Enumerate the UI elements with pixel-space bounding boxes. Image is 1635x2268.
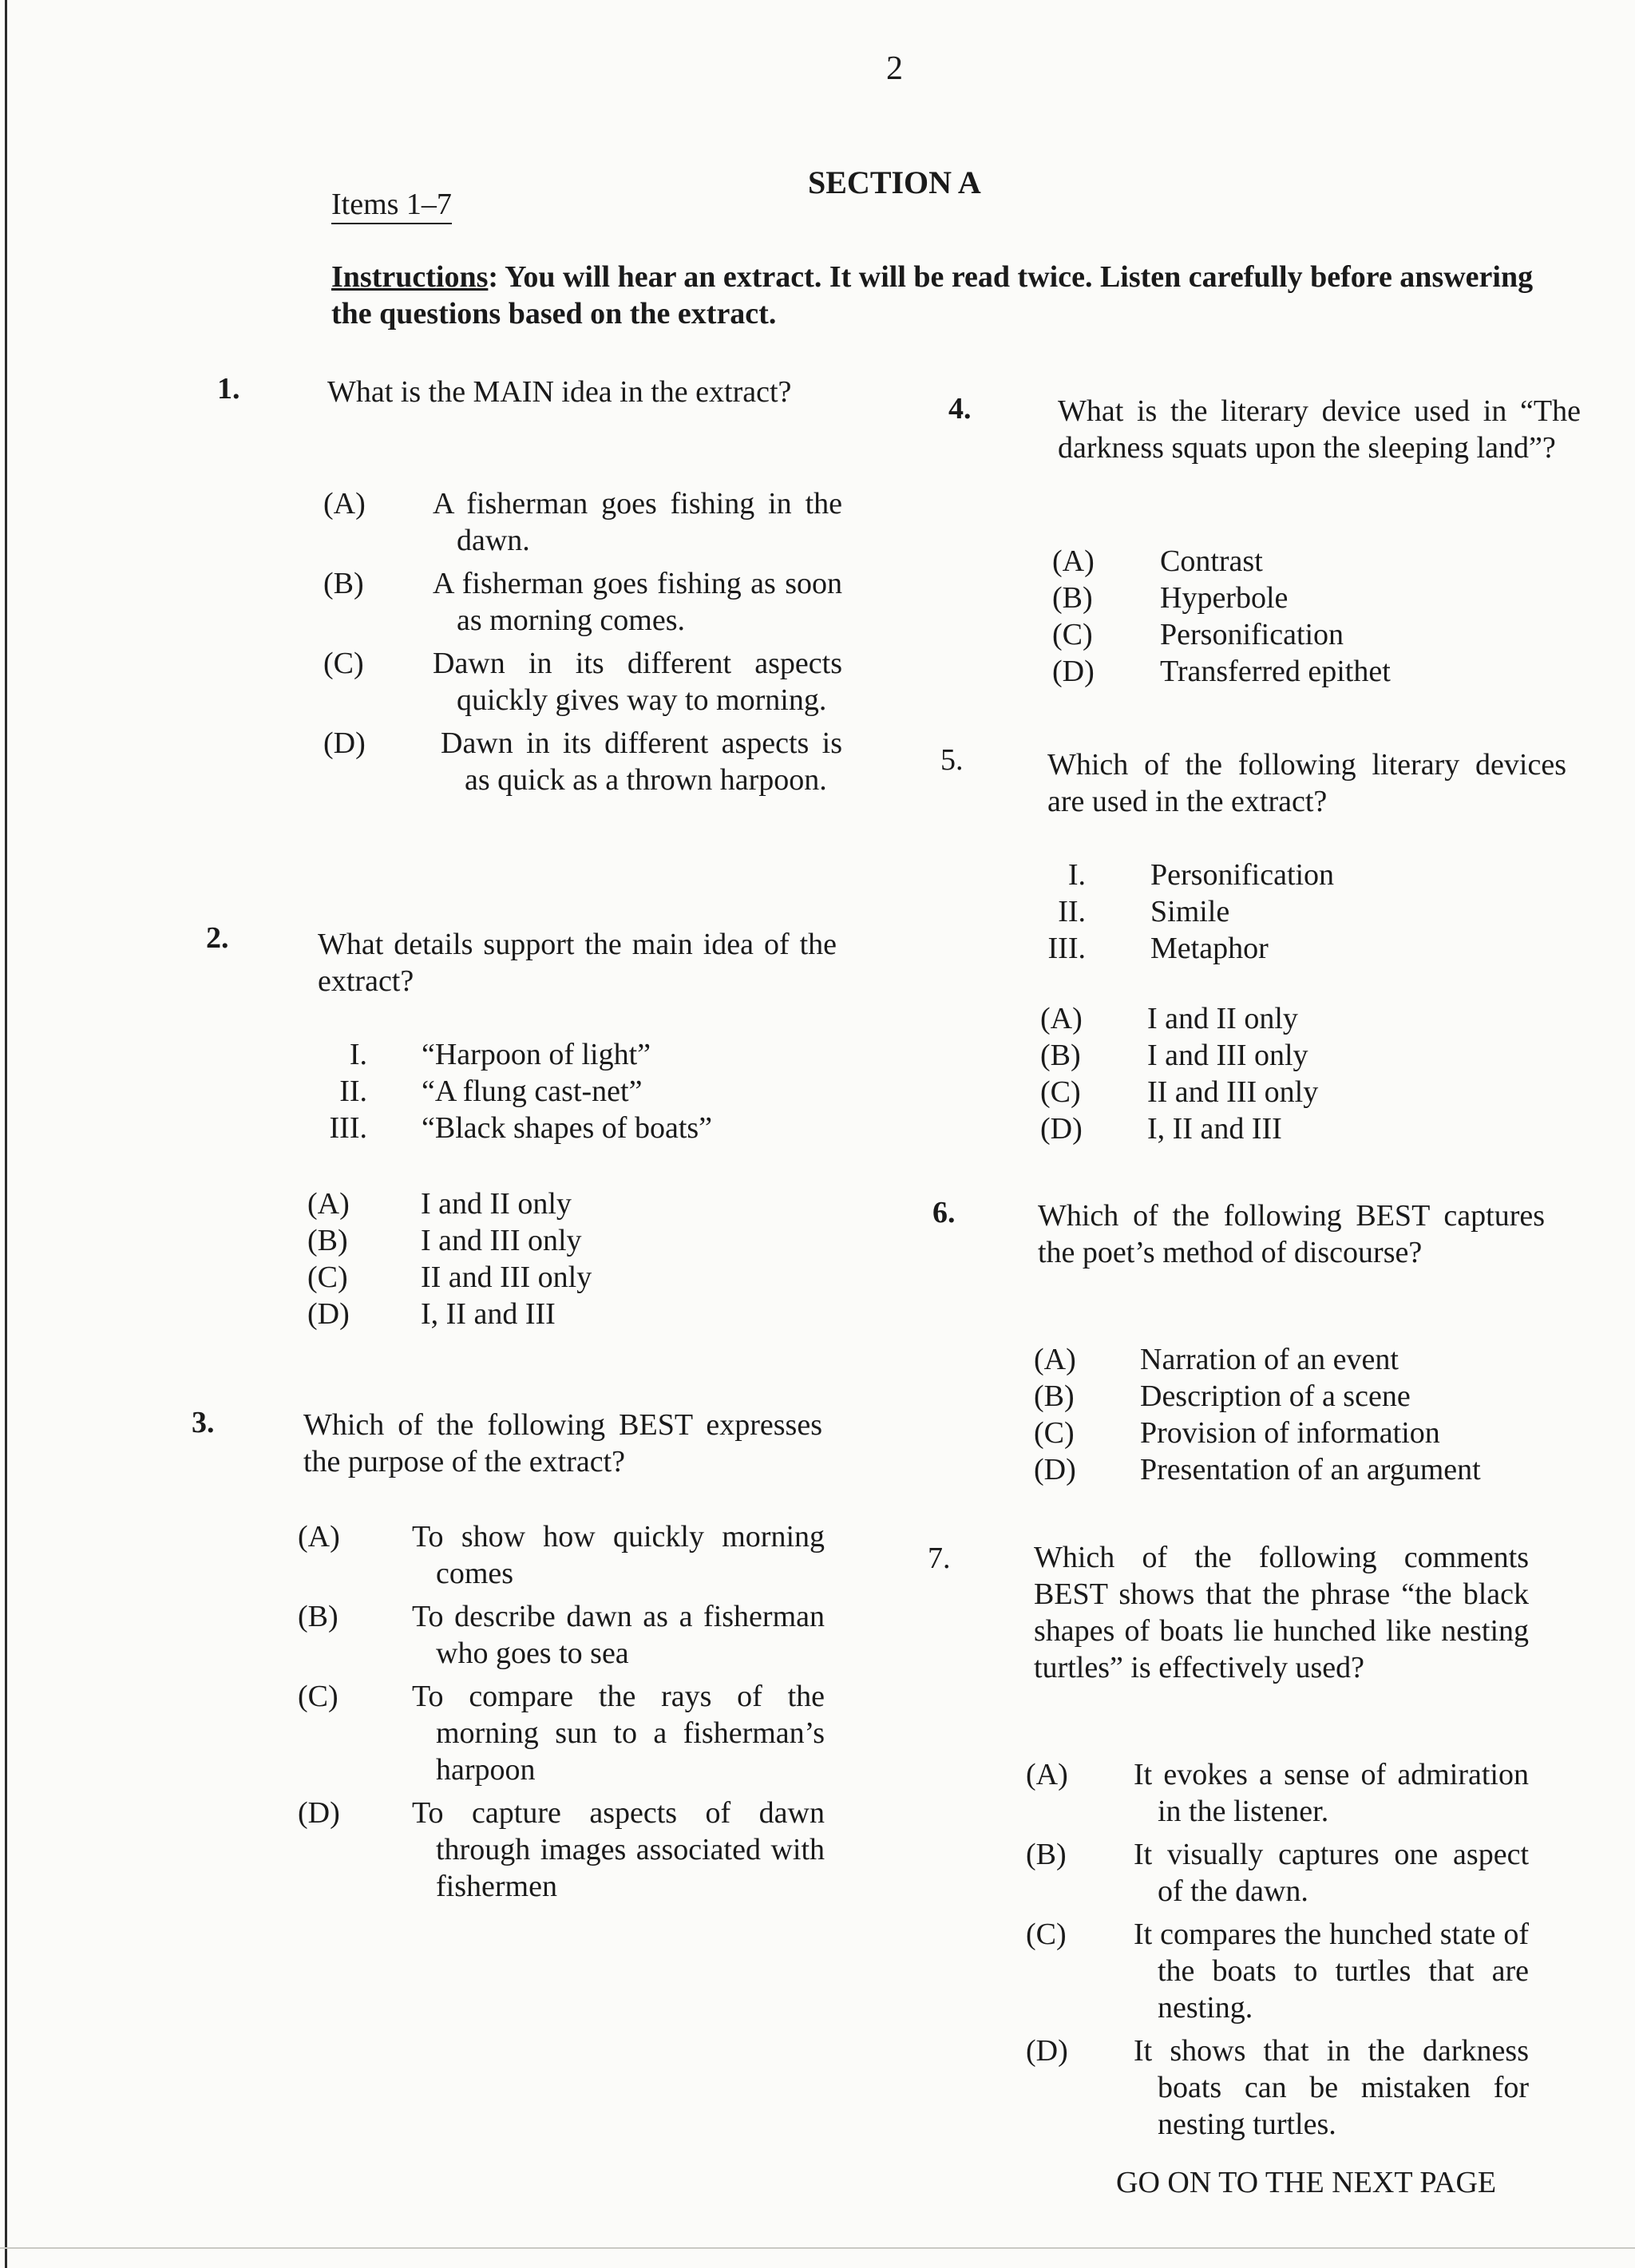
option-text: It compares the hunched state of the boats to turtles that are nesting. [1134,1918,1529,2025]
option-label: (D) [323,726,366,760]
question-stem: What details support the main idea of the extract? [318,928,837,998]
answer-options [1026,1756,1529,2143]
question-number: 1. [217,372,240,406]
question-stem: Which of the following BEST expresses the purpose of the extract? [303,1408,822,1478]
option-label: (B) [307,1224,348,1257]
instructions [331,259,1561,332]
option-text: To describe dawn as a fisherman who goes to sea [412,1600,825,1670]
option-text: It evokes a sense of admiration in the listener. [1134,1758,1529,1828]
question-number: 7. [928,1542,951,1575]
option-text: It shows that in the darkness boats can be mistaken for nesting turtles. [1134,2034,1529,2141]
answer-option[interactable] [1034,1415,1561,1451]
page-number: 2 [886,50,903,87]
page-edge-shadow [5,0,7,2268]
option-text: To compare the rays of the morning sun to a fisherman’s harpoon [412,1680,825,1787]
statement-item [1038,893,1549,930]
answer-option[interactable] [323,725,842,798]
answer-option[interactable] [1034,1378,1561,1415]
question-stem: Which of the following BEST captures the poet’s method of discourse? [1038,1199,1545,1269]
statement-label: III. [329,1111,367,1145]
option-text: Transferred epithet [1160,655,1391,688]
page-bottom-edge [0,2247,1635,2249]
option-label: (B) [323,567,364,600]
option-label: (C) [298,1680,338,1713]
answer-option[interactable] [307,1259,818,1296]
answer-option[interactable] [1026,1756,1529,1830]
question-stem: What is the MAIN idea in the extract? [327,375,792,409]
option-text: A fisherman goes fishing in the dawn. [433,487,842,557]
option-label: (A) [1052,544,1095,578]
answer-option[interactable] [323,485,842,559]
answer-option[interactable] [307,1296,818,1332]
option-text: II and III only [421,1261,592,1294]
answer-options [1052,543,1579,690]
option-text: I and II only [421,1187,572,1221]
option-label: (B) [1052,581,1093,615]
option-label: (A) [307,1187,350,1221]
section-title: SECTION A [808,164,981,200]
statement-label: III. [1047,932,1086,965]
option-text: I and III only [421,1224,582,1257]
answer-option[interactable] [307,1222,818,1259]
answer-option[interactable] [1034,1451,1561,1488]
option-label: (B) [1034,1379,1075,1413]
instructions-lead: Instructions [331,260,489,294]
option-text: It visually captures one aspect of the dawn. [1134,1838,1529,1908]
option-label: (B) [1040,1039,1081,1072]
statement-label: II. [339,1075,367,1108]
statement-label: I. [349,1038,367,1071]
answer-options [1034,1341,1561,1488]
answer-option[interactable] [298,1795,825,1905]
footer-next-page: GO ON TO THE NEXT PAGE [1116,2166,1497,2199]
answer-option[interactable] [1040,1110,1559,1147]
answer-option[interactable] [298,1518,825,1592]
option-text: Provision of information [1140,1416,1440,1450]
answer-option[interactable] [1052,653,1579,690]
answer-option[interactable] [1040,1074,1559,1110]
answer-option[interactable] [1052,543,1579,580]
option-text: Dawn in its different aspects is as quick as a thrown harpoon. [441,726,842,797]
answer-option[interactable] [1052,580,1579,616]
question-stem: Which of the following comments BEST shows that the phrase “the black shapes of boats lie hunched like nesting turtles” is effectively used? [1034,1541,1529,1684]
answer-options [307,1185,818,1332]
answer-option[interactable] [1026,2032,1529,2143]
option-text: Hyperbole [1160,581,1289,615]
option-label: (A) [1026,1758,1068,1791]
answer-option[interactable] [323,565,842,639]
answer-options [1040,1000,1559,1147]
answer-option[interactable] [298,1678,825,1788]
answer-option[interactable] [1034,1341,1561,1378]
statement-list [318,1036,829,1146]
option-label: (D) [1040,1112,1083,1146]
question-stem: What is the literary device used in “The darkness squats upon the sleeping land”? [1058,394,1581,465]
option-text: Contrast [1160,544,1263,578]
option-label: (C) [323,647,364,680]
question-number: 4. [948,392,972,425]
option-text: I, II and III [1147,1112,1282,1146]
question-number: 2. [206,921,229,955]
option-text: Personification [1160,618,1344,651]
question-stem: Which of the following literary devices are used in the extract? [1047,748,1566,818]
option-text: To capture aspects of dawn through images associated with fishermen [412,1796,825,1903]
statement-item [1038,857,1549,893]
option-text: I and III only [1147,1039,1308,1072]
option-text: Description of a scene [1140,1379,1411,1413]
statement-text: “Harpoon of light” [422,1038,651,1071]
option-label: (C) [1040,1075,1081,1109]
answer-option[interactable] [1026,1836,1529,1910]
option-text: A fisherman goes fishing as soon as morning comes. [433,567,842,637]
option-label: (C) [1026,1918,1067,1951]
statement-text: Metaphor [1150,932,1269,965]
option-label: (D) [1026,2034,1068,2068]
statement-text: Personification [1150,858,1335,892]
statement-label: I. [1067,858,1086,892]
question-number: 5. [940,743,964,777]
option-label: (A) [323,487,366,520]
option-label: (C) [307,1261,348,1294]
option-label: (A) [298,1520,340,1554]
option-text: I, II and III [421,1297,556,1331]
option-label: (B) [1026,1838,1067,1871]
answer-option[interactable] [323,645,842,718]
statement-item [318,1036,829,1073]
answer-option[interactable] [1052,616,1579,653]
question-number: 6. [932,1196,956,1229]
option-text: II and III only [1147,1075,1319,1109]
answer-options [298,1518,825,1905]
statement-text: Simile [1150,895,1230,928]
answer-option[interactable] [298,1598,825,1672]
option-label: (C) [1052,618,1093,651]
option-label: (D) [298,1796,340,1830]
statement-text: “A flung cast-net” [422,1075,643,1108]
option-label: (D) [1034,1453,1076,1486]
answer-option[interactable] [1026,1916,1529,2026]
statement-item [318,1110,829,1146]
option-label: (D) [307,1297,350,1331]
answer-options [323,485,842,798]
option-label: (C) [1034,1416,1075,1450]
statement-item [1038,930,1549,967]
statement-label: II. [1058,895,1086,928]
answer-option[interactable] [1040,1000,1559,1037]
option-text: Presentation of an argument [1140,1453,1481,1486]
items-label: Items 1–7 [331,188,452,224]
statement-list [1038,857,1549,967]
option-label: (B) [298,1600,338,1633]
statement-item [318,1073,829,1110]
option-label: (A) [1040,1002,1083,1035]
option-text: To show how quickly morning comes [412,1520,825,1590]
option-label: (D) [1052,655,1095,688]
answer-option[interactable] [1040,1037,1559,1074]
option-text: I and II only [1147,1002,1298,1035]
option-text: Dawn in its different aspects quickly gives way to morning. [433,647,842,717]
answer-option[interactable] [307,1185,818,1222]
option-text: Narration of an event [1140,1343,1399,1376]
statement-text: “Black shapes of boats” [422,1111,713,1145]
instructions-text: : You will hear an extract. It will be read twice. Listen carefully before answering the questions based on the extract. [331,260,1534,331]
option-label: (A) [1034,1343,1076,1376]
question-number: 3. [192,1406,215,1439]
